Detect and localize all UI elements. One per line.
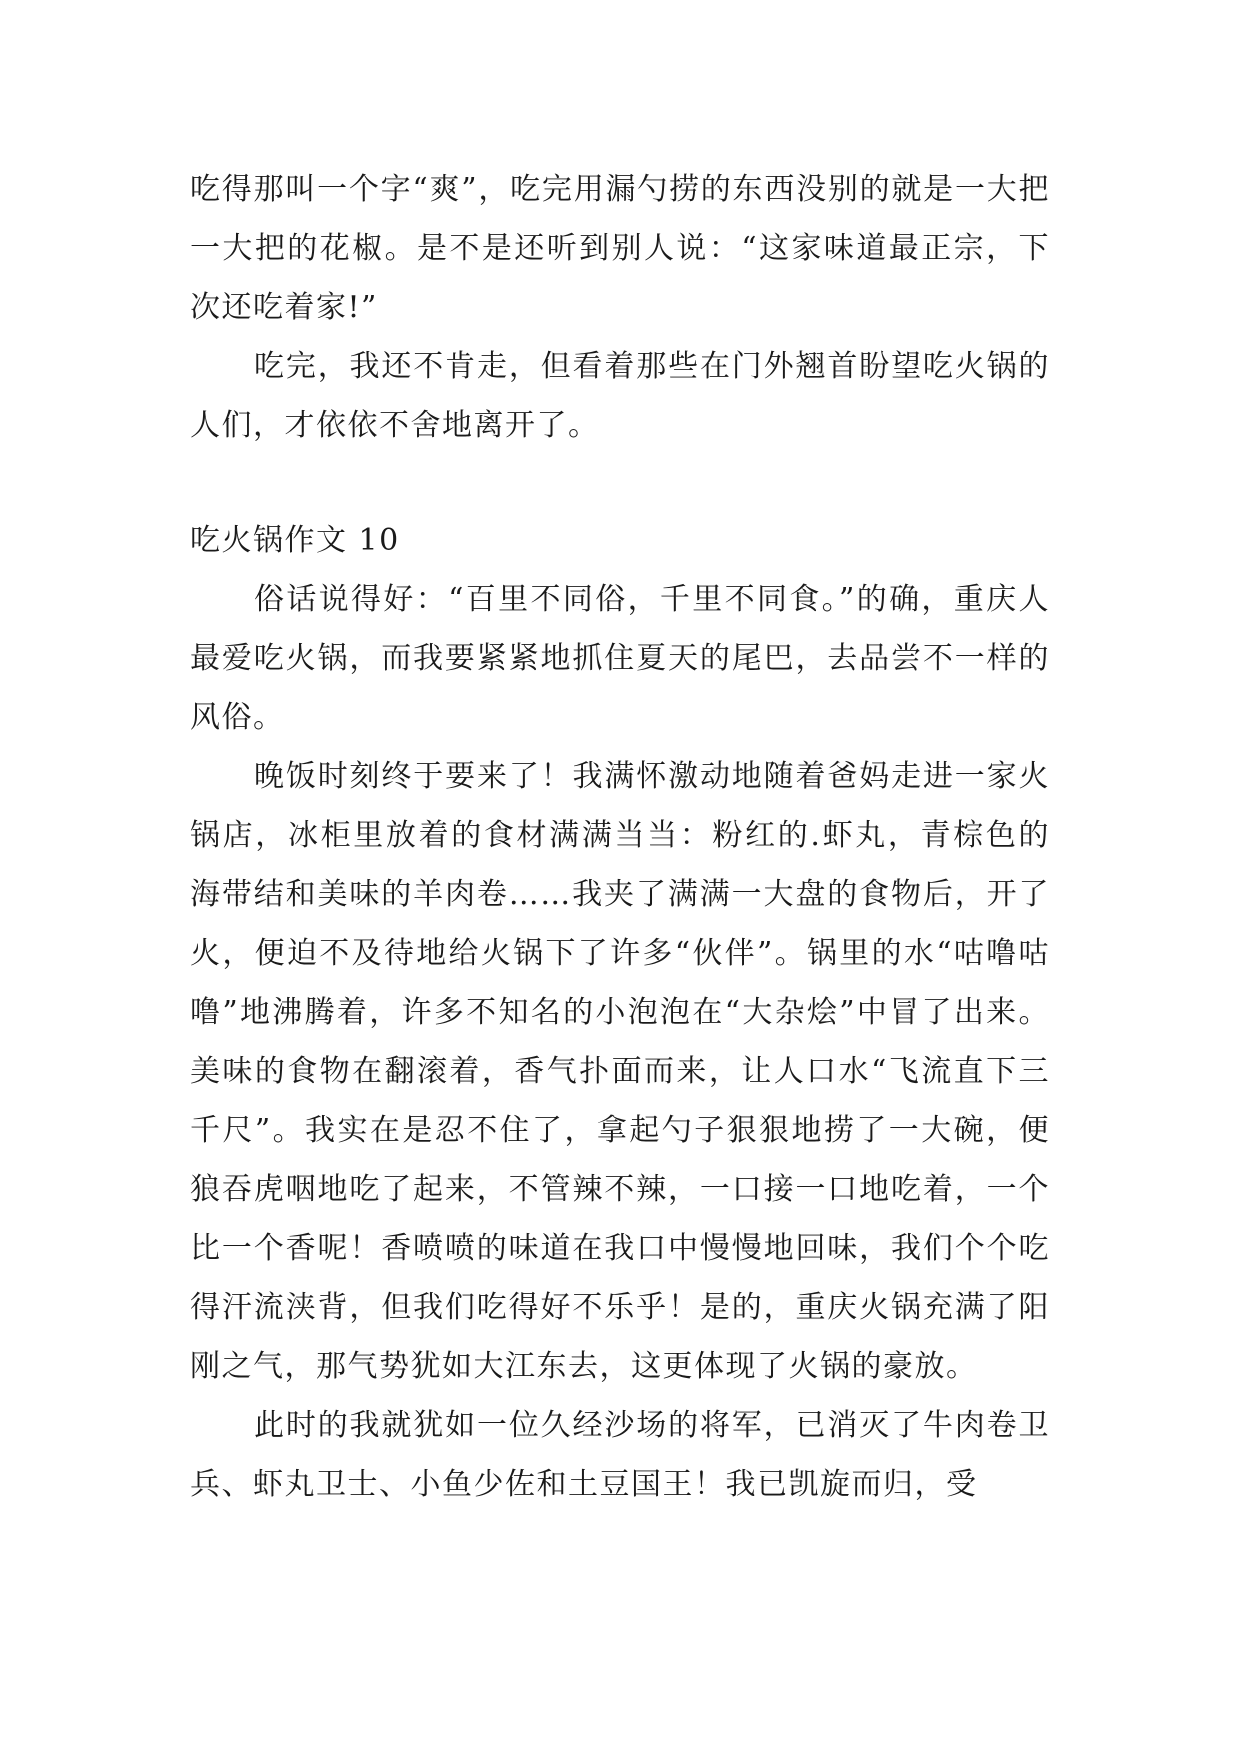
- document-body: [190, 160, 1050, 1514]
- section-title: 吃火锅作文 10: [190, 523, 400, 558]
- paragraph-continued: 吃得那叫一个字“爽”，吃完用漏勺捞的东西没别的就是一大把一大把的花椒。是不是还听到别人说：“这家味道最正宗，下次还吃着家!”: [190, 172, 1050, 325]
- paragraph-dinner: 晚饭时刻终于要来了！我满怀激动地随着爸妈走进一家火锅店，冰柜里放着的食材满满当当：粉红的.虾丸，青棕色的海带结和美味的羊肉卷……我夹了满满一大盘的食物后，开了火，便迫不及待地给火锅下了许多“伙伴”。锅里的水“咕噜咕噜”地沸腾着，许多不知名的小泡泡在“大杂烩”中冒了出来。美味的食物在翻滚着，香气扑面而来，让人口水“飞流直下三千尺”。我实在是忍不住了，拿起勺子狠狠地捞了一大碗，便狼吞虎咽地吃了起来，不管辣不辣，一口接一口地吃着，一个比一个香呢！香喷喷的味道在我口中慢慢地回味，我们个个吃得汗流浃背，但我们吃得好不乐乎！是的，重庆火锅充满了阳刚之气，那气势犹如大江东去，这更体现了火锅的豪放。: [190, 759, 1050, 1384]
- paragraph-proverb: 俗话说得好：“百里不同俗，千里不同食。”的确，重庆人最爱吃火锅，而我要紧紧地抓住夏天的尾巴，去品尝不一样的风俗。: [190, 582, 1050, 735]
- paragraph-leaving: 吃完，我还不肯走，但看着那些在门外翘首盼望吃火锅的人们，才依依不舍地离开了。: [190, 349, 1050, 443]
- paragraph-general: 此时的我就犹如一位久经沙场的将军，已消灭了牛肉卷卫兵、虾丸卫士、小鱼少佐和土豆国王！我已凯旋而归，受: [190, 1408, 1050, 1502]
